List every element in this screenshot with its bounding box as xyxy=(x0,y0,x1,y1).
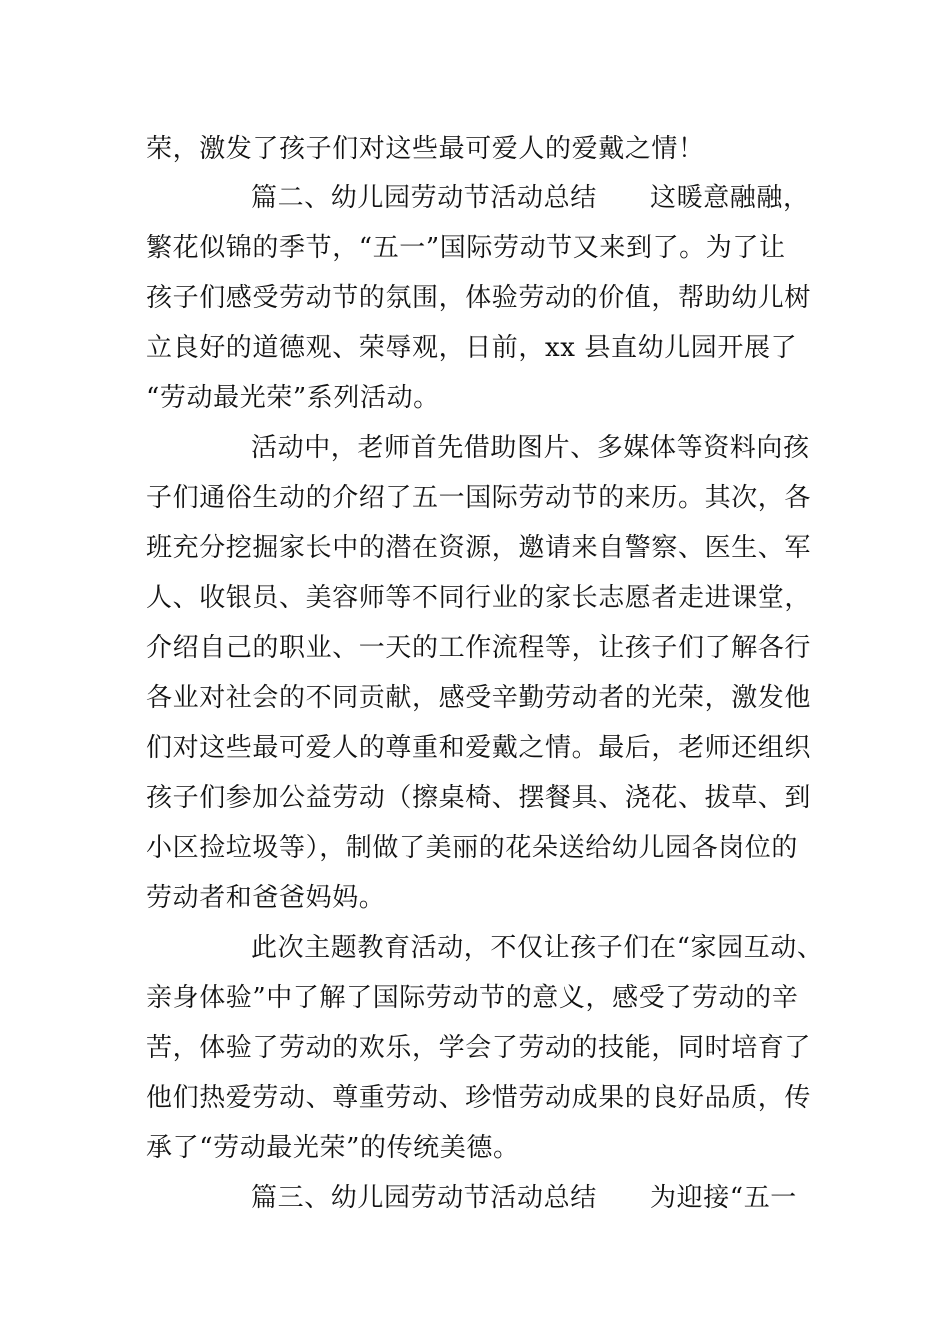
text-line: 他们热爱劳动、尊重劳动、珍惜劳动成果的良好品质，传 xyxy=(146,1083,812,1113)
text-line: “劳动最光荣”系列活动。 xyxy=(146,383,440,413)
text-line: 们对这些最可爱人的尊重和爱戴之情。最后，老师还组织 xyxy=(146,733,812,763)
text-line: 劳动者和爸爸妈妈。 xyxy=(146,883,386,913)
text-line: 子们通俗生动的介绍了五一国际劳动节的来历。其次，各 xyxy=(146,483,812,513)
text-line: 人、收银员、美容师等不同行业的家长志愿者走进课堂， xyxy=(146,583,812,613)
text-line: 此次主题教育活动，不仅让孩子们在“家园互动、 xyxy=(251,933,824,963)
text-line: 荣，激发了孩子们对这些最可爱人的爱戴之情！ xyxy=(146,134,705,164)
text-line: 苦，体验了劳动的欢乐，学会了劳动的技能，同时培育了 xyxy=(146,1033,812,1063)
text-line: 立良好的道德观、荣辱观，日前，xx 县直幼儿园开展了 xyxy=(146,333,798,363)
section-heading-3: 篇三、幼儿园劳动节活动总结 为迎接“五一 xyxy=(251,1183,797,1213)
text-line: 亲身体验”中了解了国际劳动节的意义，感受了劳动的辛 xyxy=(146,983,799,1013)
text-line: 班充分挖掘家长中的潜在资源，邀请来自警察、医生、军 xyxy=(146,533,812,563)
text-line: 孩子们感受劳动节的氛围，体验劳动的价值，帮助幼儿树 xyxy=(146,283,812,313)
text-line: 承了“劳动最光荣”的传统美德。 xyxy=(146,1133,520,1163)
text-line: 活动中，老师首先借助图片、多媒体等资料向孩 xyxy=(251,433,810,463)
text-line: 繁花似锦的季节，“五一”国际劳动节又来到了。为了让 xyxy=(146,233,786,263)
text-line: 孩子们参加公益劳动（擦桌椅、摆餐具、浇花、拔草、到 xyxy=(146,783,812,813)
text-line: 各业对社会的不同贡献，感受辛勤劳动者的光荣，激发他 xyxy=(146,683,812,713)
text-line: 介绍自己的职业、一天的工作流程等，让孩子们了解各行 xyxy=(146,633,812,663)
text-line: 小区捡垃圾等），制做了美丽的花朵送给幼儿园各岗位的 xyxy=(146,833,799,863)
section-heading-2: 篇二、幼儿园劳动节活动总结 这暖意融融， xyxy=(251,183,810,213)
